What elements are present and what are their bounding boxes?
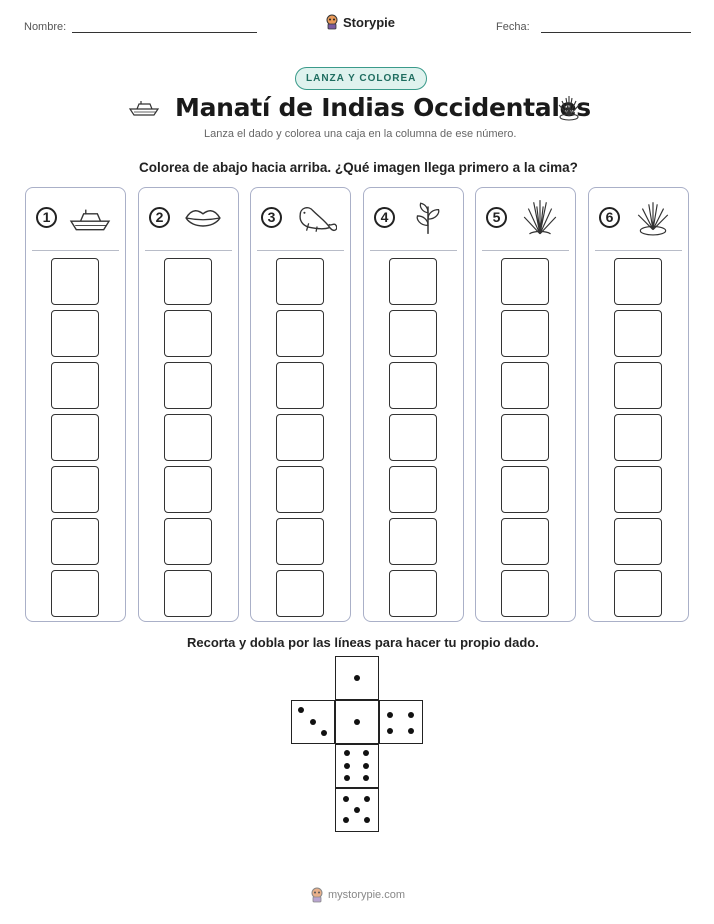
column-1 [25,187,126,622]
color-box[interactable] [276,518,324,565]
column-divider [145,250,232,251]
color-box[interactable] [51,258,99,305]
die-pip [344,750,350,756]
column-3 [250,187,351,622]
die-pip [363,763,369,769]
grass-tuft-icon [631,198,675,236]
activity-badge: LANZA Y COLOREA [295,67,427,90]
color-box[interactable] [276,310,324,357]
die-face-6 [335,744,379,788]
die-pip [354,675,360,681]
color-box[interactable] [614,362,662,409]
column-number: 1 [36,207,57,228]
column-number: 3 [261,207,282,228]
column-divider [595,250,682,251]
column-divider [370,250,457,251]
color-box[interactable] [276,258,324,305]
color-box[interactable] [389,310,437,357]
coloring-instruction: Colorea de abajo hacia arriba. ¿Qué imagen llega primero a la cima? [139,160,578,175]
seagrass-icon [518,198,562,236]
color-box[interactable] [276,466,324,513]
die-pip [298,707,304,713]
die-pip [363,750,369,756]
color-box[interactable] [164,414,212,461]
column-divider [482,250,569,251]
color-box[interactable] [389,362,437,409]
die-pip [343,817,349,823]
color-box[interactable] [164,570,212,617]
color-box[interactable] [164,466,212,513]
brand-name: Storypie [343,14,396,30]
color-box[interactable] [389,518,437,565]
color-box[interactable] [614,414,662,461]
color-box[interactable] [51,310,99,357]
column-2 [138,187,239,622]
color-box[interactable] [501,570,549,617]
color-box[interactable] [501,258,549,305]
boat-icon [128,96,162,118]
color-box[interactable] [501,518,549,565]
color-box[interactable] [51,518,99,565]
die-pip [363,775,369,781]
color-box[interactable] [164,362,212,409]
die-pip [364,796,370,802]
color-box[interactable] [51,466,99,513]
die-pip [344,763,350,769]
color-box[interactable] [389,570,437,617]
die-pip [310,719,316,725]
date-line[interactable] [541,32,691,33]
storypie-mascot-icon [310,887,324,903]
brand-logo [325,14,395,30]
die-face-4 [379,700,423,744]
color-box[interactable] [276,362,324,409]
die-pip [354,719,360,725]
footer-url[interactable]: mystorypie.com [328,889,406,901]
color-box[interactable] [614,258,662,305]
date-label: Fecha: [496,21,530,33]
column-5 [475,187,576,622]
die-pip [321,730,327,736]
die-face-1 [335,700,379,744]
color-box[interactable] [51,362,99,409]
die-face-5 [335,788,379,832]
column-4 [363,187,464,622]
color-box[interactable] [164,310,212,357]
color-box[interactable] [389,258,437,305]
color-box[interactable] [51,570,99,617]
page-title: Manatí de Indias Occidentales [175,93,591,122]
die-pip [408,728,414,734]
color-box[interactable] [614,518,662,565]
color-box[interactable] [501,466,549,513]
grass-tuft-icon [554,92,584,122]
color-box[interactable] [164,518,212,565]
footer [310,887,405,903]
color-box[interactable] [51,414,99,461]
color-box[interactable] [614,310,662,357]
lips-icon [181,198,225,236]
die-pip [387,728,393,734]
column-number: 2 [149,207,170,228]
column-number: 4 [374,207,395,228]
die-pip [354,807,360,813]
column-number: 6 [599,207,620,228]
die-instruction: Recorta y dobla por las líneas para hacer tu propio dado. [187,635,539,650]
color-box[interactable] [164,258,212,305]
color-box[interactable] [389,414,437,461]
name-line[interactable] [72,32,257,33]
color-box[interactable] [276,570,324,617]
name-label: Nombre: [24,21,67,33]
color-box[interactable] [614,570,662,617]
color-box[interactable] [389,466,437,513]
die-pip [364,817,370,823]
column-divider [32,250,119,251]
color-box[interactable] [501,414,549,461]
manatee-icon [293,198,337,236]
plant-icon [406,198,450,236]
die-pip [344,775,350,781]
page-subtitle: Lanza el dado y colorea una caja en la columna de ese número. [204,128,517,140]
die-pip [408,712,414,718]
die-pip [387,712,393,718]
die-pip [343,796,349,802]
color-box[interactable] [501,362,549,409]
column-divider [257,250,344,251]
color-box[interactable] [614,466,662,513]
column-6 [588,187,689,622]
die-face-1 [335,656,379,700]
die-face-3 [291,700,335,744]
column-number: 5 [486,207,507,228]
color-box[interactable] [501,310,549,357]
color-box[interactable] [276,414,324,461]
boat-icon [68,198,112,236]
storypie-mascot-icon [325,14,339,30]
